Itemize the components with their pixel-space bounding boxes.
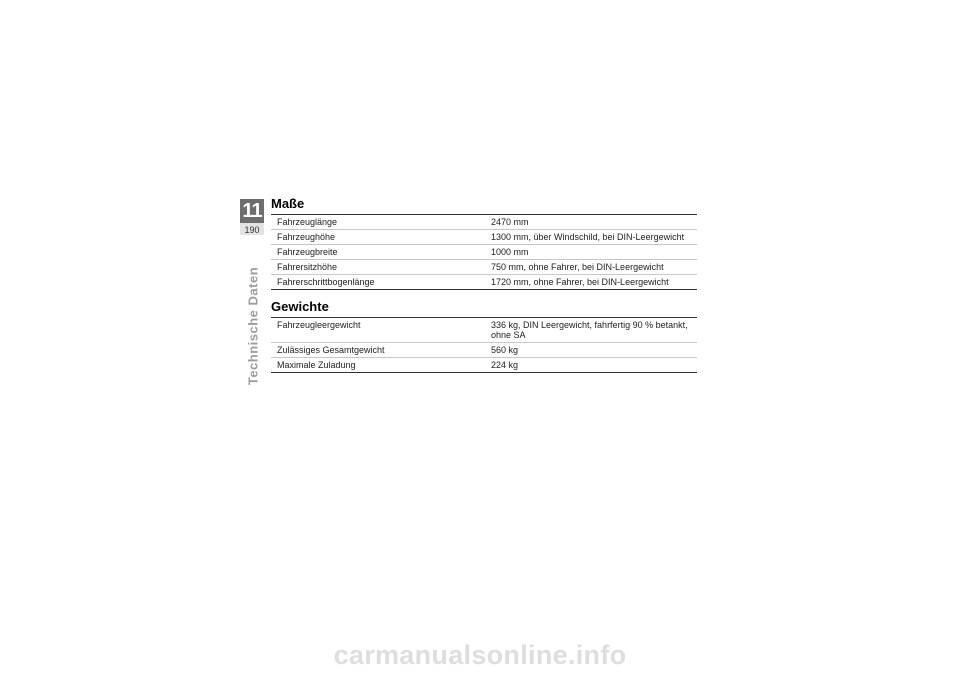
row-value: 224 kg: [485, 358, 697, 373]
table-row: [271, 260, 697, 275]
row-label: Fahrzeugbreite: [271, 245, 485, 260]
masse-table: [271, 214, 697, 290]
row-label: Fahrersitzhöhe: [271, 260, 485, 275]
row-value: 336 kg, DIN Leergewicht, fahrfertig 90 % betankt, ohne SA: [485, 318, 697, 343]
chapter-number: 11: [240, 199, 264, 223]
row-value: 560 kg: [485, 343, 697, 358]
page-number: 190: [244, 225, 260, 235]
table-row: [271, 343, 697, 358]
table-row: [271, 318, 697, 343]
section-heading-gewichte: Gewichte: [271, 299, 329, 314]
row-label: Maximale Zuladung: [271, 358, 485, 373]
row-value: 2470 mm: [485, 215, 697, 230]
row-value: 1000 mm: [485, 245, 697, 260]
row-label: Zulässiges Gesamtgewicht: [271, 343, 485, 358]
gewichte-table: [271, 317, 697, 373]
row-label: Fahrzeugleergewicht: [271, 318, 485, 343]
table-row: [271, 230, 697, 245]
section-heading-masse: Maße: [271, 196, 305, 211]
watermark: carmanualsonline.info: [333, 640, 627, 670]
row-label: Fahrzeuglänge: [271, 215, 485, 230]
chapter-title: Technische Daten: [245, 266, 261, 386]
table-row: [271, 245, 697, 260]
row-label: Fahrzeughöhe: [271, 230, 485, 245]
row-value: 750 mm, ohne Fahrer, bei DIN-Leergewicht: [485, 260, 697, 275]
row-value: 1720 mm, ohne Fahrer, bei DIN-Leergewicht: [485, 275, 697, 290]
row-label: Fahrerschrittbogenlänge: [271, 275, 485, 290]
row-value: 1300 mm, über Windschild, bei DIN-Leergewicht: [485, 230, 697, 245]
table-row: [271, 215, 697, 230]
table-row: [271, 275, 697, 290]
table-row: [271, 358, 697, 373]
